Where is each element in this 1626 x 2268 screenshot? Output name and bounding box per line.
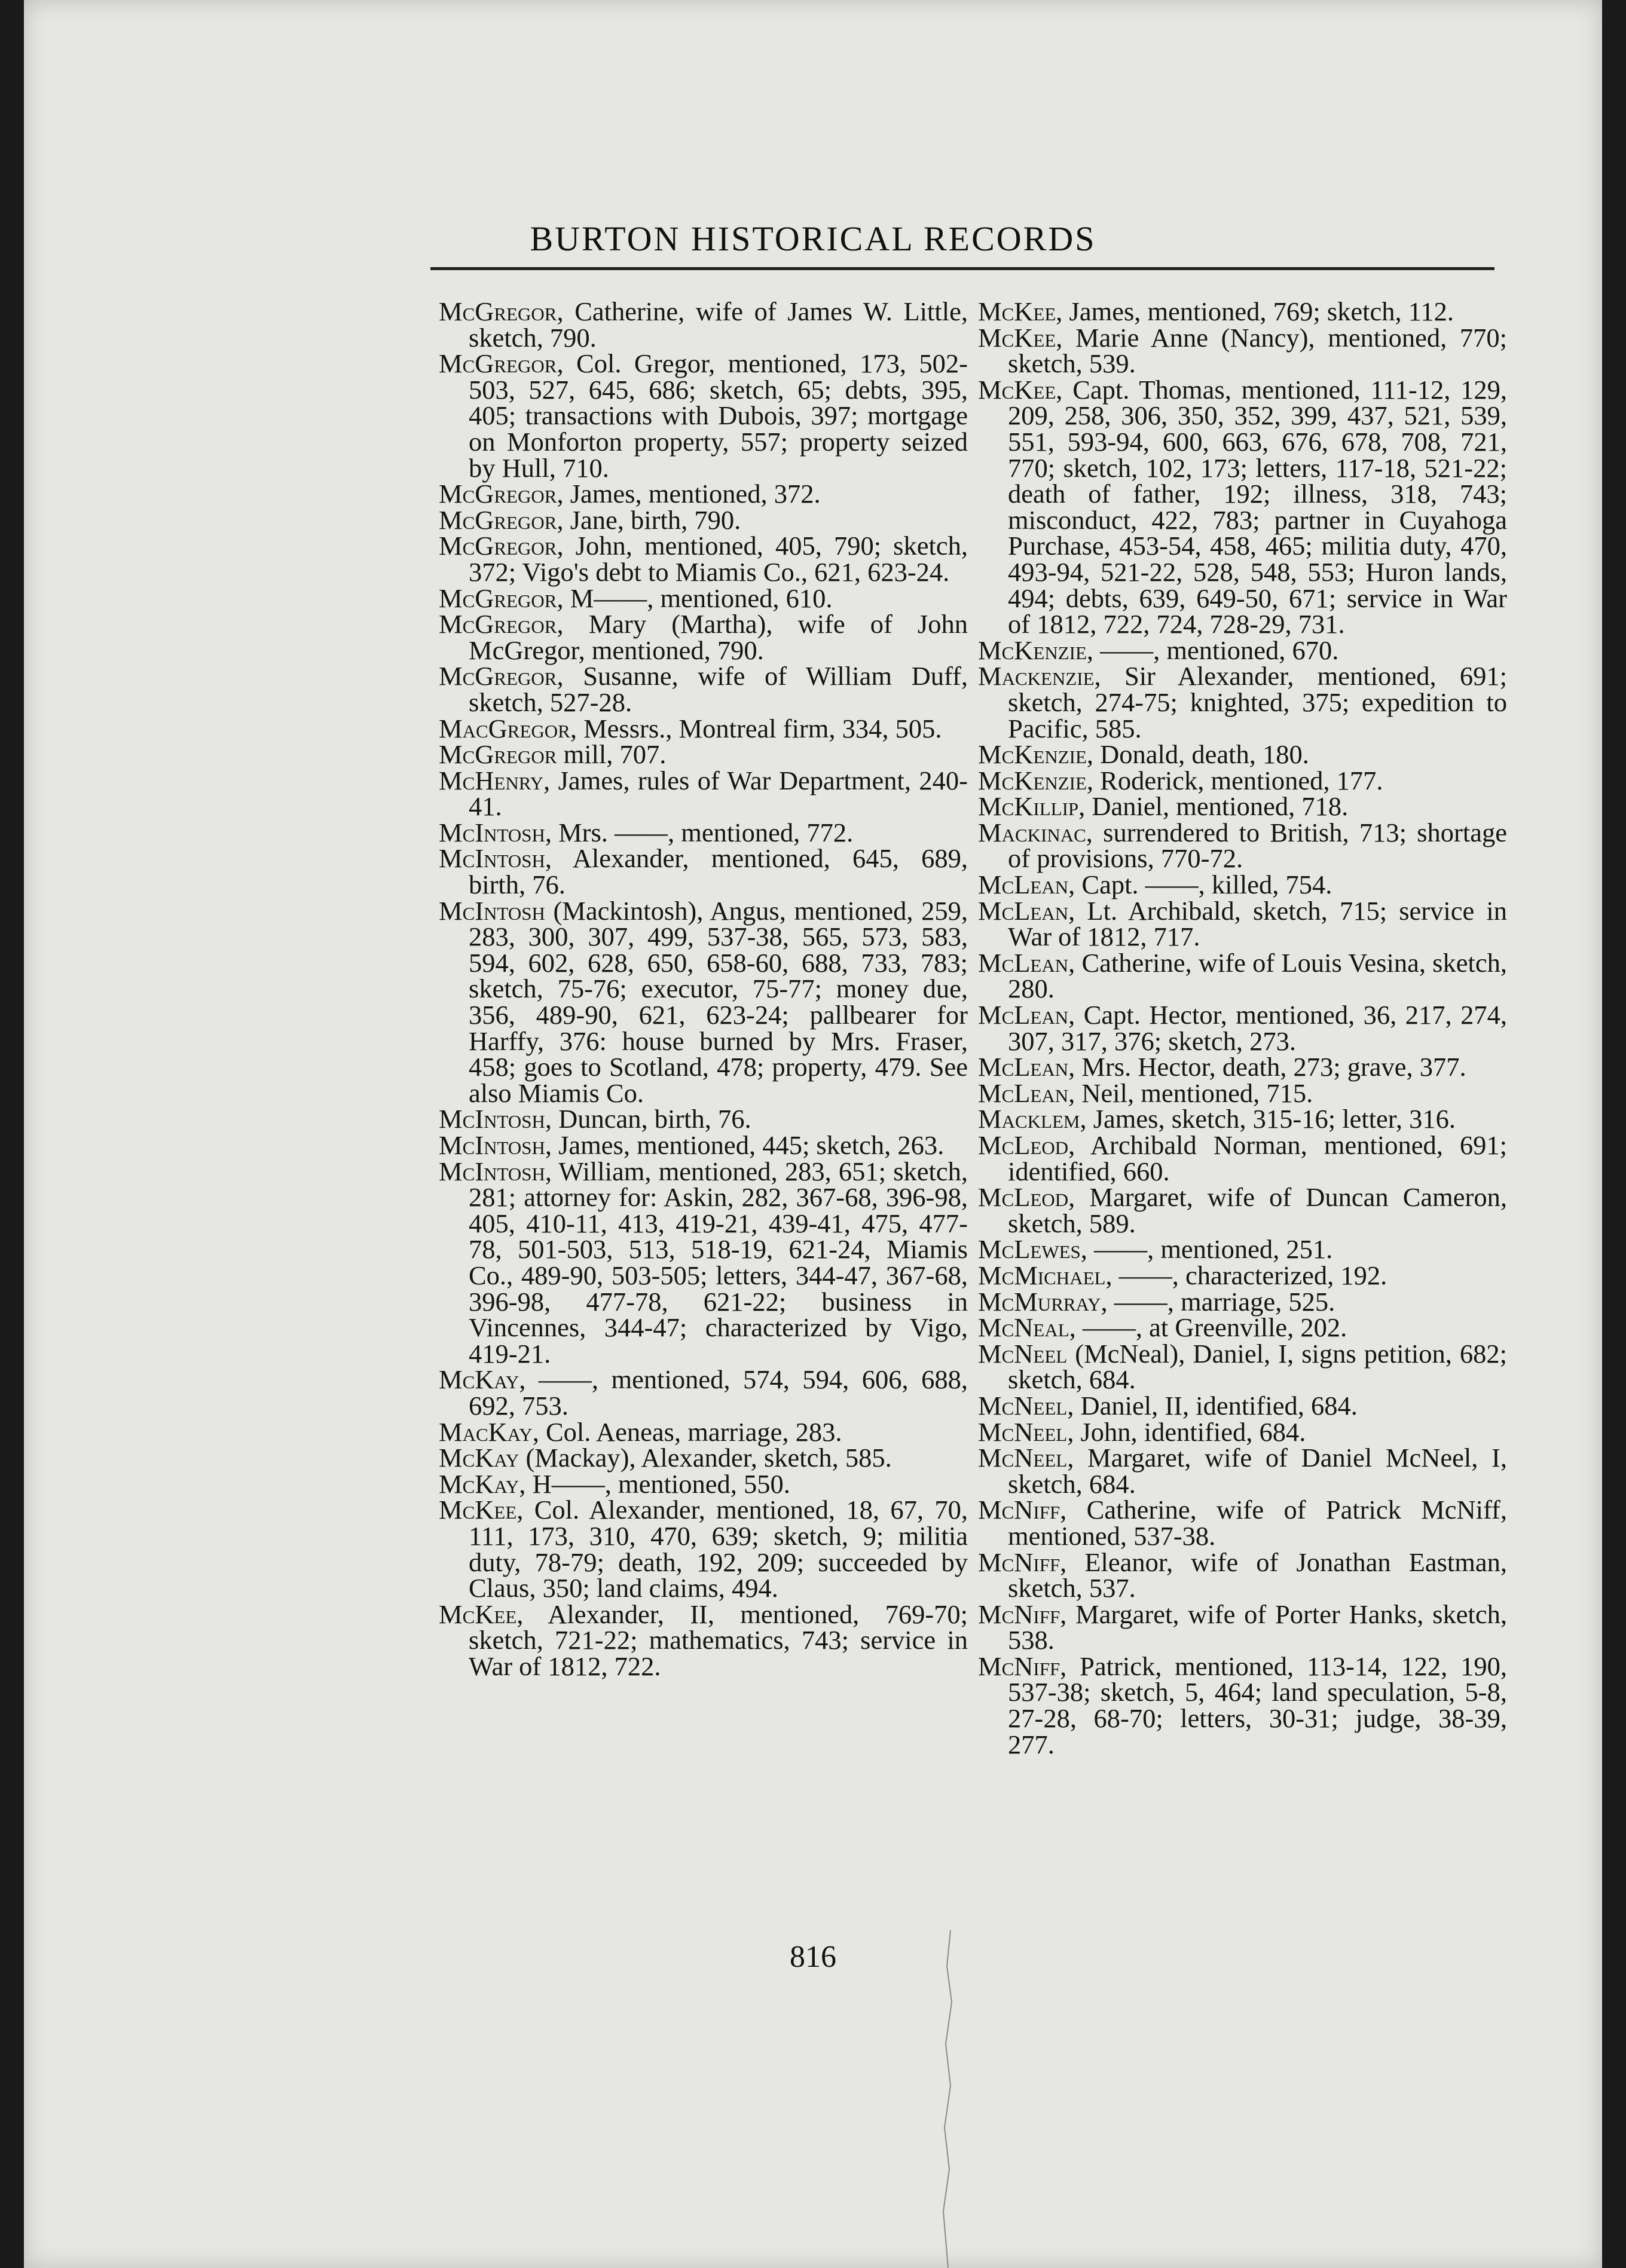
index-entry-text: Patrick, mentioned, 113-14, 122, 190, 537-38; sketch, 5, 464; land speculation, 5-8, 27-28, 68-70; letters, 30-31; judge, 38-39, 277. xyxy=(1008,1651,1507,1759)
index-entry-text: Neil, mentioned, 715. xyxy=(1075,1078,1313,1108)
index-entry xyxy=(439,1497,968,1601)
index-entry-text: Roderick, mentioned, 177. xyxy=(1093,765,1383,795)
index-entry xyxy=(439,504,968,535)
index-entry-head: MacKay, xyxy=(439,1416,539,1447)
index-entry-text: Col. Aeneas, marriage, 283. xyxy=(539,1416,842,1447)
index-entry-head: McGregor, xyxy=(439,296,564,326)
index-entry xyxy=(978,296,1507,326)
index-entry-head: McGregor, xyxy=(439,661,564,691)
index-entry-text: H——, mentioned, 550. xyxy=(525,1468,790,1499)
index-entry xyxy=(978,635,1507,665)
index-entry-head: McLean, xyxy=(978,1000,1075,1030)
index-entry xyxy=(978,1497,1507,1549)
index-entry-text: Alexander, mentioned, 645, 689, birth, 76. xyxy=(469,843,968,900)
index-entry-head: McLean, xyxy=(978,947,1075,978)
index-entry xyxy=(978,895,1507,952)
index-entry xyxy=(439,1130,968,1160)
index-entry-head: McGregor, xyxy=(439,531,564,561)
index-entry-head: McNiff, xyxy=(978,1495,1067,1525)
index-entry xyxy=(978,1260,1507,1290)
index-entry-text: James, mentioned, 445; sketch, 263. xyxy=(551,1130,945,1160)
index-entry-head: McLeod, xyxy=(978,1130,1075,1160)
index-entry-text: Daniel, mentioned, 718. xyxy=(1085,791,1349,822)
index-entry xyxy=(978,765,1507,795)
index-entry xyxy=(978,322,1507,379)
index-entry-head: McGregor xyxy=(439,739,557,770)
index-entry-text: James, rules of War Department, 240-41. xyxy=(469,765,968,822)
index-column-left xyxy=(439,296,968,1681)
index-entry-text: ——, mentioned, 574, 594, 606, 688, 692, 753. xyxy=(469,1364,968,1421)
index-entry xyxy=(978,1184,1507,1236)
index-entry xyxy=(978,1547,1507,1603)
index-entry-head: McNiff, xyxy=(978,1547,1067,1577)
index-entry xyxy=(978,1236,1507,1263)
index-entry-head: McMurray, xyxy=(978,1286,1108,1317)
index-entry-text: ——, mentioned, 670. xyxy=(1093,635,1339,665)
index-entry xyxy=(978,1312,1507,1343)
index-entry-text: ——, at Greenville, 202. xyxy=(1075,1312,1347,1343)
index-entry-head: MacGregor, xyxy=(439,713,577,743)
index-entry-head: McNeal, xyxy=(978,1312,1076,1343)
index-entry-head: McGregor, xyxy=(439,348,564,379)
index-entry-text: Alexander, II, mentioned, 769-70; sketch, 721-22; mathematics, 743; service in War of 1812, 722. xyxy=(469,1599,968,1681)
index-entry xyxy=(978,1054,1507,1081)
document-page xyxy=(24,0,1602,2268)
index-entry xyxy=(978,1445,1507,1497)
index-entry-text: John, mentioned, 405, 790; sketch, 372; Vigo's debt to Miamis Co., 621, 623-24. xyxy=(469,531,968,587)
index-entry-text: Marie Anne (Nancy), mentioned, 770; sketch, 539. xyxy=(1008,322,1507,379)
index-entry-head: McNeel, xyxy=(978,1390,1074,1421)
index-entry-head: McLean, xyxy=(978,1052,1075,1082)
index-entry-head: McIntosh, xyxy=(439,843,552,874)
index-entry-text: Capt. Hector, mentioned, 36, 217, 274, 307, 317, 376; sketch, 273. xyxy=(1008,1000,1507,1056)
index-entry xyxy=(978,739,1507,770)
index-entry-head: McNeel, xyxy=(978,1443,1074,1473)
index-entry-head: McKenzie, xyxy=(978,635,1094,665)
index-entry xyxy=(439,1156,968,1369)
index-entry-head: McKenzie, xyxy=(978,765,1094,795)
index-entry-head: McNeel xyxy=(978,1338,1068,1369)
index-entry-text: William, mentioned, 283, 651; sketch, 281; attorney for: Askin, 282, 367-68, 396-98, 405, 410-11, 413, 419-21, 439-41, 475, 477-78, 501-503, 513, 518-19, 621-24, Miamis Co., 489-90, 503-505; letters, 344-47, 367-68, 396-98, 477-78, 621-22; business in Vincennes, 344-47; characterized by Vigo, 419-21. xyxy=(469,1156,968,1369)
index-entry-head: McNiff, xyxy=(978,1651,1067,1681)
index-entry xyxy=(439,1468,968,1499)
index-entry xyxy=(439,739,968,770)
index-entry xyxy=(439,1364,968,1421)
index-entry xyxy=(439,1106,968,1133)
index-entry xyxy=(978,1390,1507,1421)
index-entry-text: Archibald Norman, mentioned, 691; identified, 660. xyxy=(1008,1130,1507,1186)
index-entry xyxy=(978,1106,1507,1133)
index-entry xyxy=(439,611,968,663)
index-entry-head: McGregor, xyxy=(439,479,564,509)
index-entry-head: McGregor, xyxy=(439,504,564,535)
index-entry xyxy=(978,374,1507,639)
index-entry-text: Col. Gregor, mentioned, 173, 502-503, 527, 645, 686; sketch, 65; debts, 395, 405; transactions with Dubois, 397; mortgage on Monforton property, 557; property seized by Hull, 710. xyxy=(469,348,968,483)
index-entry-text: Mary (Martha), wife of John McGregor, mentioned, 790. xyxy=(469,609,968,665)
index-entry-head: McLean, xyxy=(978,870,1075,900)
index-entry-head: McLeod, xyxy=(978,1182,1075,1213)
index-entry-text: Mrs. ——, mentioned, 772. xyxy=(551,817,854,847)
index-entry-head: McKay, xyxy=(439,1364,526,1395)
index-entry-head: McKee, xyxy=(439,1495,524,1525)
index-entry xyxy=(439,843,968,900)
index-entry-head: McKay, xyxy=(439,1468,526,1499)
index-entry xyxy=(978,1416,1507,1447)
running-header: BURTON HISTORICAL RECORDS xyxy=(530,219,1096,258)
index-entry-head: McLean, xyxy=(978,895,1075,926)
index-entry-head: McGregor, xyxy=(439,583,564,613)
index-entry-head: McKay xyxy=(439,1443,519,1473)
index-entry-head: McNeel, xyxy=(978,1416,1074,1447)
index-entry xyxy=(978,947,1507,1004)
index-entry-text: ——, marriage, 525. xyxy=(1107,1286,1335,1317)
index-entry-text: M——, mentioned, 610. xyxy=(563,583,833,613)
index-entry-text: Duncan, birth, 76. xyxy=(551,1104,751,1134)
index-entry-text: Catherine, wife of James W. Little, sketch, 790. xyxy=(469,296,968,353)
index-entry xyxy=(439,895,968,1108)
index-entry xyxy=(439,1445,968,1471)
index-entry xyxy=(439,296,968,353)
index-entry-text: Eleanor, wife of Jonathan Eastman, sketch, 537. xyxy=(1008,1547,1507,1603)
index-entry xyxy=(978,817,1507,874)
index-entry xyxy=(978,1130,1507,1186)
index-entry-head: McKenzie, xyxy=(978,739,1094,770)
index-entry xyxy=(439,1416,968,1447)
index-entry-text: Mrs. Hector, death, 273; grave, 377. xyxy=(1075,1052,1466,1082)
index-entry-head: McKee, xyxy=(978,296,1063,326)
index-entry-text: ——, characterized, 192. xyxy=(1112,1260,1387,1290)
index-entry xyxy=(978,1651,1507,1759)
index-entry-text: (Mackintosh), Angus, mentioned, 259, 283, 300, 307, 499, 537-38, 565, 573, 583, 594, 602, 628, 650, 658-60, 688, 733, 783; sketch, 75-76; executor, 75-77; money due, 356, 489-90, 621, 623-24; pallbearer for Harffy, 376: house burned by Mrs. Fraser, 458; goes to Scotland, 478; property, 479. See also Miamis Co. xyxy=(469,895,968,1108)
index-entry-text: Margaret, wife of Porter Hanks, sketch, 538. xyxy=(1008,1599,1507,1655)
index-entry-head: Mackinac, xyxy=(978,817,1093,847)
index-entry xyxy=(439,481,968,507)
index-entry xyxy=(978,1286,1507,1317)
index-entry-head: McHenry, xyxy=(439,765,551,795)
index-entry-head: Mackenzie, xyxy=(978,661,1101,691)
page-tear xyxy=(939,1930,962,2268)
index-entry xyxy=(978,1338,1507,1395)
index-entry-text: Capt. ——, killed, 754. xyxy=(1075,870,1332,900)
header-rule xyxy=(430,267,1494,270)
index-entry-text: (McNeal), Daniel, I, signs petition, 682; sketch, 684. xyxy=(1008,1338,1507,1395)
index-entry-text: surrendered to British, 713; shortage of provisions, 770-72. xyxy=(1008,817,1507,874)
index-entry-head: McIntosh, xyxy=(439,1104,552,1134)
index-entry-head: McKillip, xyxy=(978,791,1086,822)
index-entry xyxy=(439,533,968,585)
index-entry-head: McGregor, xyxy=(439,609,564,639)
index-entry-text: mill, 707. xyxy=(557,739,667,770)
index-entry-head: McIntosh, xyxy=(439,817,552,847)
index-entry xyxy=(439,583,968,613)
index-entry xyxy=(978,663,1507,742)
index-entry-text: Margaret, wife of Duncan Cameron, sketch, 589. xyxy=(1008,1182,1507,1238)
index-entry-text: James, sketch, 315-16; letter, 316. xyxy=(1086,1104,1456,1134)
index-column-right xyxy=(978,296,1507,1759)
index-entry xyxy=(439,663,968,715)
index-entry-head: McIntosh, xyxy=(439,1130,552,1160)
index-entry-text: Donald, death, 180. xyxy=(1093,739,1309,770)
index-entry-text: Daniel, II, identified, 684. xyxy=(1074,1390,1358,1421)
index-entry-text: John, identified, 684. xyxy=(1074,1416,1306,1447)
index-entry-head: Macklem, xyxy=(978,1104,1087,1134)
index-entry-text: James, mentioned, 769; sketch, 112. xyxy=(1062,296,1454,326)
index-entry-text: Sir Alexander, mentioned, 691; sketch, 274-75; knighted, 375; expedition to Pacific, 585. xyxy=(1008,661,1507,743)
index-entry xyxy=(978,1002,1507,1054)
page-number: 816 xyxy=(790,1940,836,1974)
index-entry-text: Catherine, wife of Patrick McNiff, mentioned, 537-38. xyxy=(1008,1495,1507,1551)
index-entry-text: Margaret, wife of Daniel McNeel, I, sketch, 684. xyxy=(1008,1443,1507,1499)
index-entry xyxy=(439,765,968,822)
index-entry-text: Susanne, wife of William Duff, sketch, 527-28. xyxy=(469,661,968,717)
index-entry xyxy=(439,713,968,743)
index-entry xyxy=(978,1078,1507,1108)
index-entry xyxy=(978,872,1507,898)
index-entry-text: (Mackay), Alexander, sketch, 585. xyxy=(519,1443,892,1473)
index-entry xyxy=(978,791,1507,822)
index-entry-text: ——, mentioned, 251. xyxy=(1087,1234,1333,1265)
index-entry-head: McLewes, xyxy=(978,1234,1087,1265)
index-entry xyxy=(439,1599,968,1681)
index-entry-head: McLean, xyxy=(978,1078,1075,1108)
index-entry xyxy=(439,348,968,483)
index-entry-text: Lt. Archibald, sketch, 715; service in War of 1812, 717. xyxy=(1008,895,1507,952)
index-entry-text: James, mentioned, 372. xyxy=(563,479,821,509)
index-entry-text: Col. Alexander, mentioned, 18, 67, 70, 111, 173, 310, 470, 639; sketch, 9; militia duty, 78-79; death, 192, 209; succeeded by Claus, 350; land claims, 494. xyxy=(469,1495,968,1603)
index-entry-text: Messrs., Montreal firm, 334, 505. xyxy=(576,713,942,743)
index-entry-text: Catherine, wife of Louis Vesina, sketch, 280. xyxy=(1008,947,1507,1004)
index-entry-head: McMichael, xyxy=(978,1260,1112,1290)
index-entry-head: McKee, xyxy=(978,374,1063,405)
index-entry-head: McKee, xyxy=(978,322,1063,353)
index-entry-text: Capt. Thomas, mentioned, 111-12, 129, 209, 258, 306, 350, 352, 399, 437, 521, 539, 551, 593-94, 600, 663, 676, 678, 708, 721, 770; sketch, 102, 173; letters, 117-18, 521-22; death of father, 192; illness, 318, 743; misconduct, 422, 783; partner in Cuyahoga Purchase, 453-54, 458, 465; militia duty, 470, 493-94, 521-22, 528, 548, 553; Huron lands, 494; debts, 639, 649-50, 671; service in War of 1812, 722, 724, 728-29, 731. xyxy=(1008,374,1507,639)
index-entry-head: McIntosh, xyxy=(439,1156,552,1186)
index-entry xyxy=(439,817,968,847)
index-entry-head: McIntosh xyxy=(439,895,545,926)
index-entry-text: Jane, birth, 790. xyxy=(563,504,741,535)
index-entry-head: McNiff, xyxy=(978,1599,1067,1629)
index-entry xyxy=(978,1599,1507,1655)
index-entry-head: McKee, xyxy=(439,1599,524,1629)
